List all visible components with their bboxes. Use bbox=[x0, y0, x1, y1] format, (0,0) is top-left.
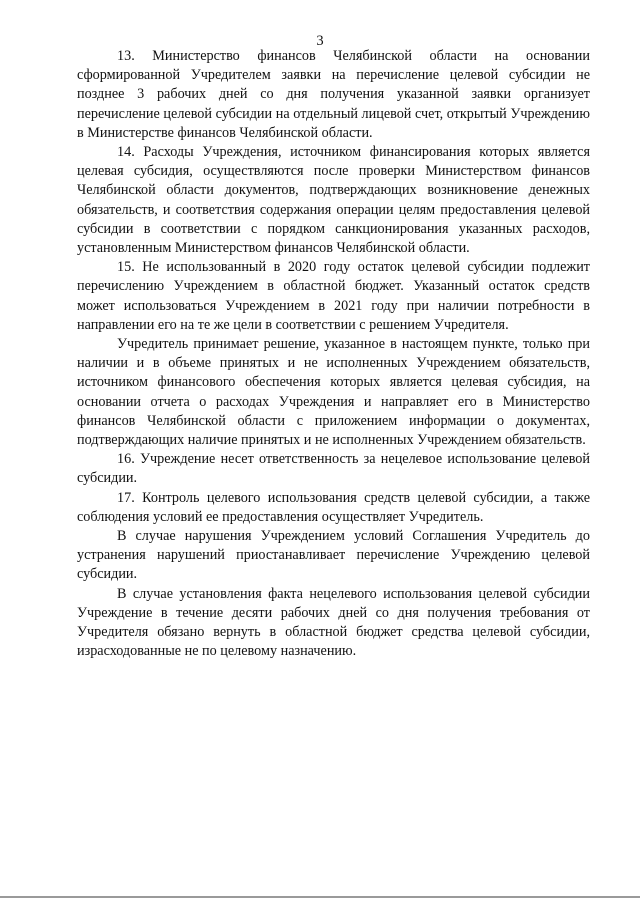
document-body bbox=[77, 47, 590, 662]
paragraph-16: 16. Учреждение несет ответственность за нецелевое использование целевой субсидии. bbox=[77, 451, 590, 487]
page-bottom-rule bbox=[0, 896, 640, 898]
page-number: 3 bbox=[316, 33, 324, 49]
paragraph-15: 15. Не использованный в 2020 году остаток целевой субсидии подлежит перечислению Учреждением в областной бюджет. Указанный остаток средств может использоваться Учреждением в 2021 году при наличии потребности в направлении его на те же цели в соответствии с решением Учредителя. bbox=[77, 259, 590, 333]
paragraph-17: 17. Контроль целевого использования средств целевой субсидии, а также соблюдения условий ее предоставления осуществляет Учредитель. bbox=[77, 489, 590, 525]
paragraph-17-misuse-refund: В случае установления факта нецелевого использования целевой субсидии Учреждение в течение десяти рабочих дней со дня получения требования от Учредителя обязано вернуть в областной бюджет средства целевой субсидии, израсходованные не по целевому назначению. bbox=[77, 585, 590, 660]
paragraph-15-founder-decision: Учредитель принимает решение, указанное в настоящем пункте, только при наличии и в объеме принятых и не исполненных Учреждением обязательств, источником финансового обеспечения которых является целевая субсидия, на основании отчета о расходах Учреждения и направляет его в Министерство финансов Челябинской области с приложением информации о документах, подтверждающих наличие принятых и не исполненных Учреждением обязательств. bbox=[77, 336, 590, 449]
paragraph-14: 14. Расходы Учреждения, источником финансирования которых является целевая субсидия, осуществляются после проверки Министерством финансов Челябинской области документов, подтверждающих возникновение денежных обязательств, и соответствия содержания операции целям предоставления целевой субсидии в соответствии с порядком санкционирования указанных расходов, установленным Министерством финансов Челябинской области. bbox=[77, 144, 590, 257]
paragraph-13: 13. Министерство финансов Челябинской области на основании сформированной Учредителем заявки на перечисление целевой субсидии не позднее 3 рабочих дней со дня получения указанной заявки организует перечисление целевой субсидии на отдельный лицевой счет, открытый Учреждению в Министерстве финансов Челябинской области. bbox=[77, 48, 590, 141]
paragraph-17-agreement-violation: В случае нарушения Учреждением условий Соглашения Учредитель до устранения нарушений приостанавливает перечисление Учреждению целевой субсидии. bbox=[77, 528, 590, 583]
